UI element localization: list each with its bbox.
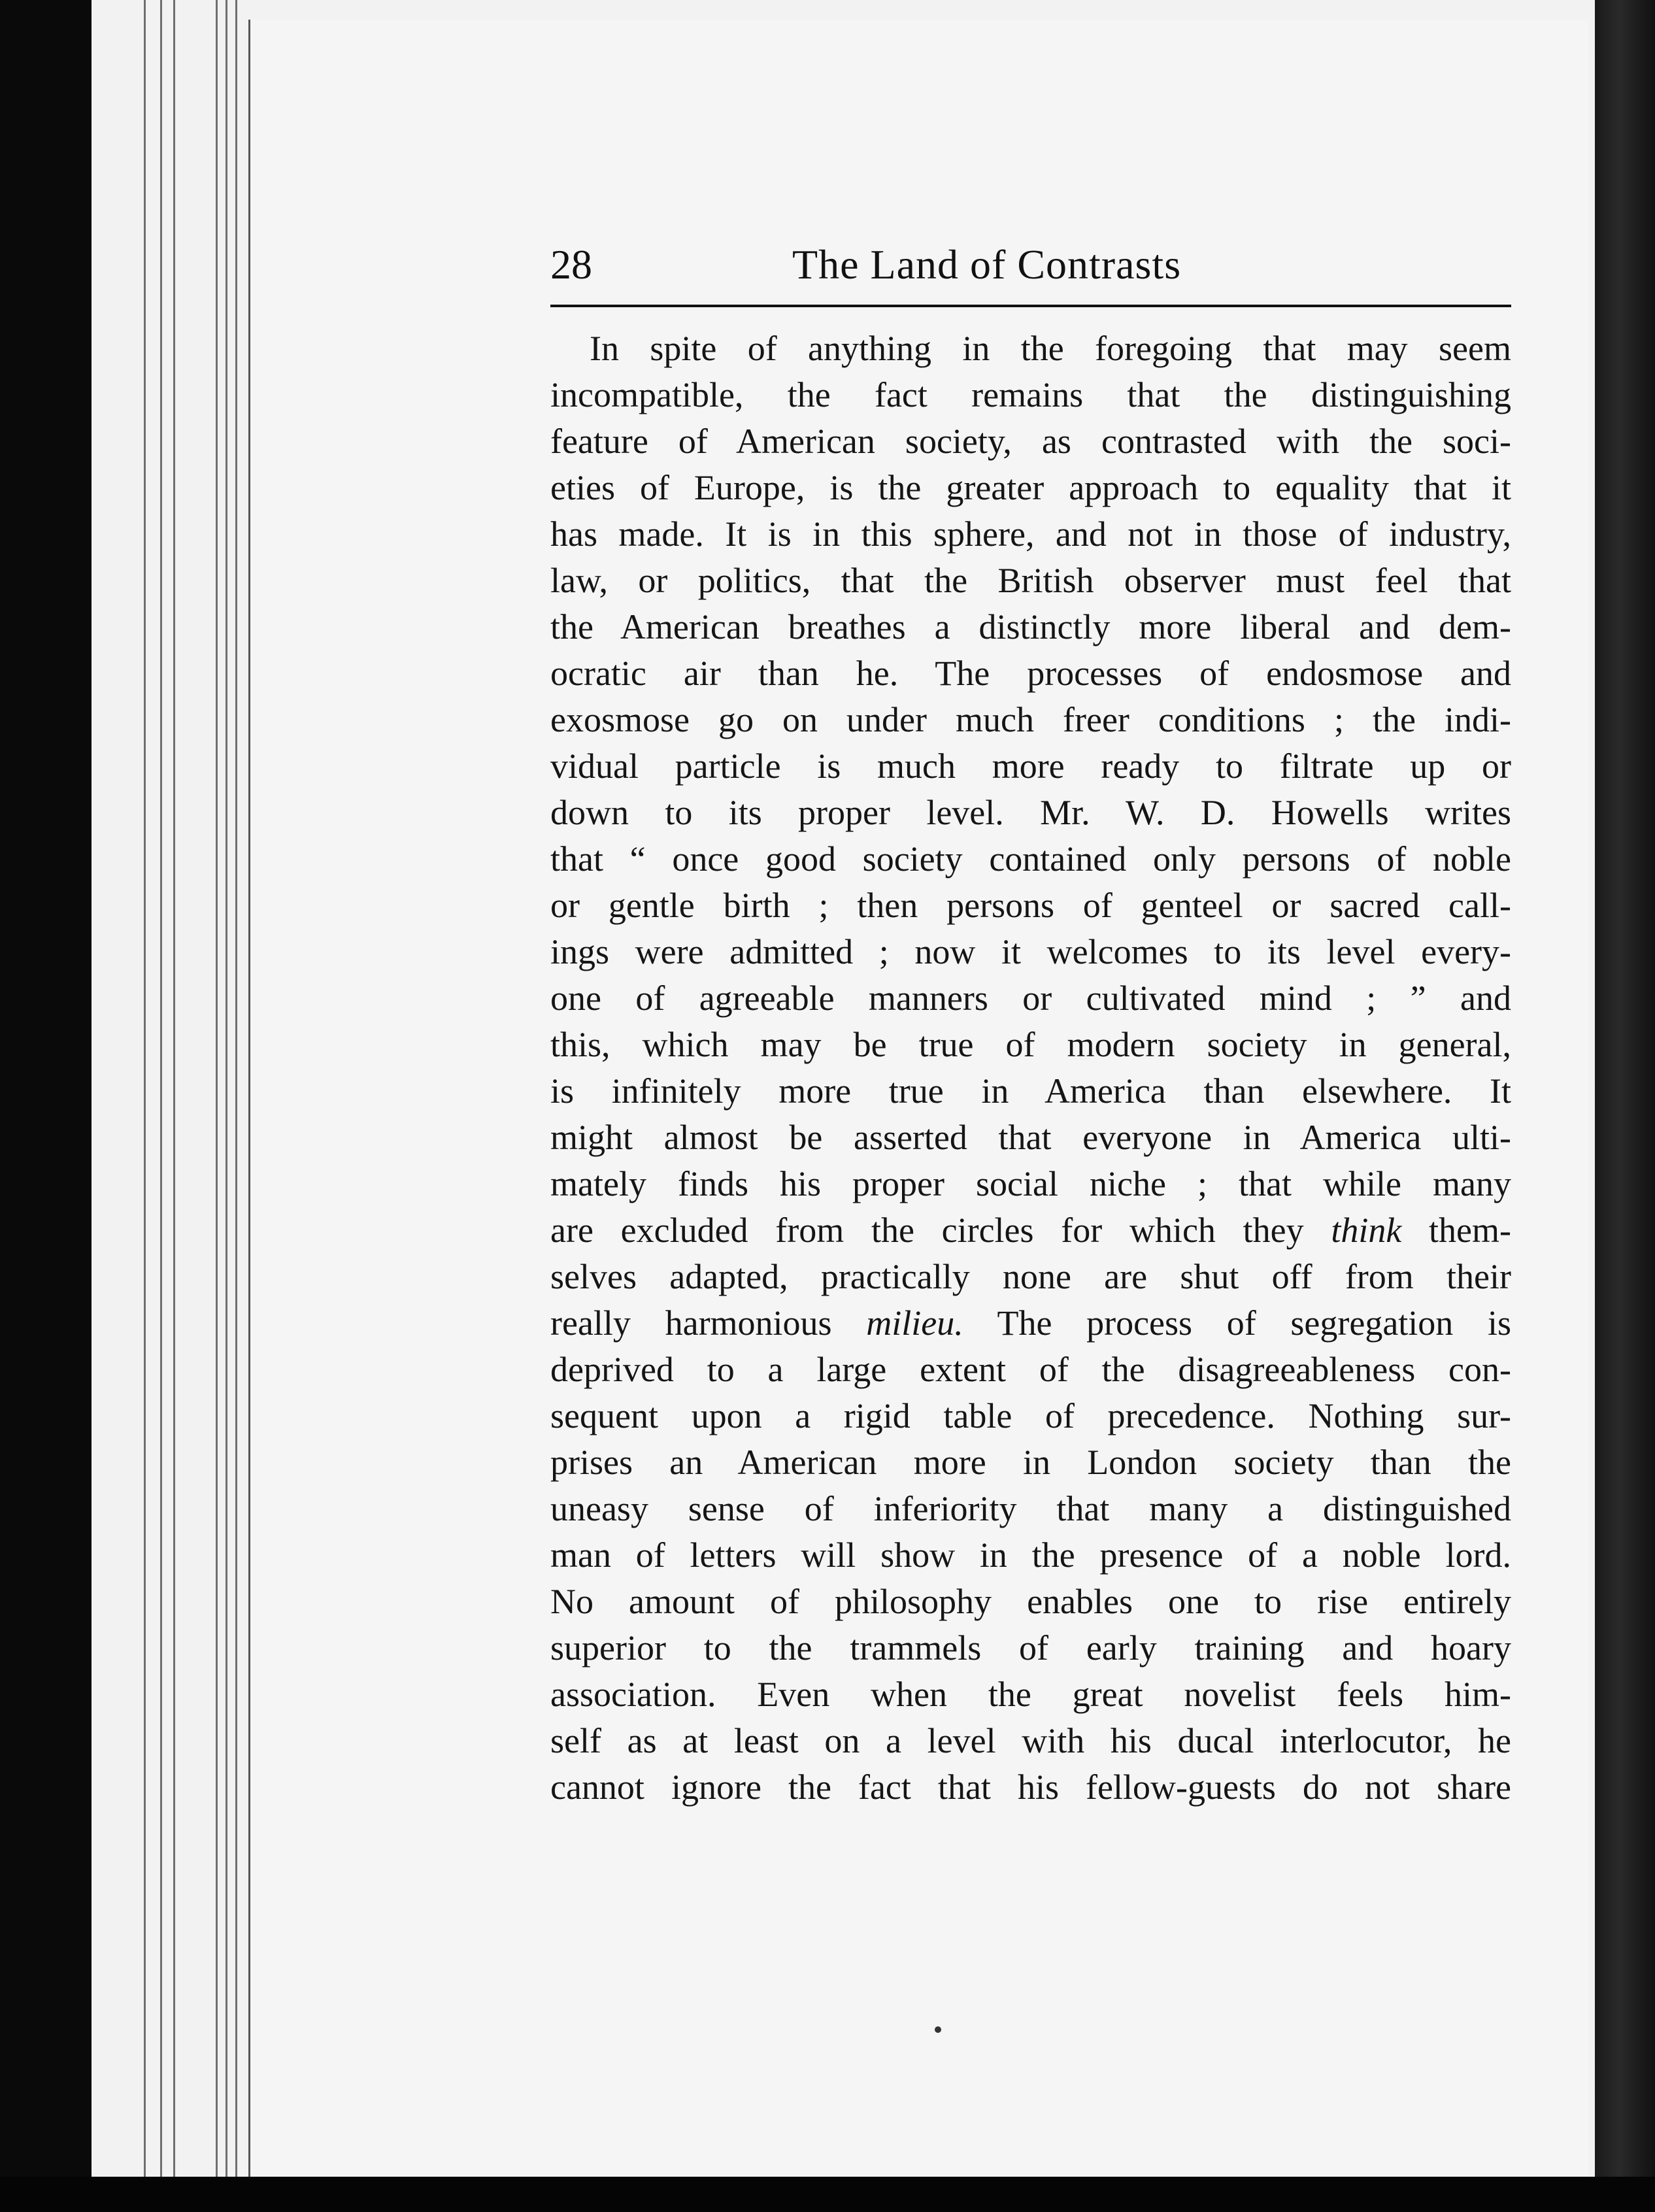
running-title: The Land of Contrasts [792, 241, 1182, 288]
scan-bottom-edge [0, 2177, 1655, 2212]
text-line: this, which may be true of modern society in general, [550, 1025, 1511, 1064]
text-line [550, 1300, 1511, 1347]
text-line: No amount of philosophy enables one to rise entirely [550, 1582, 1511, 1621]
italic-word: milieu. [866, 1303, 963, 1343]
page-edge-line [144, 0, 146, 2177]
page-edge-line [226, 0, 227, 2177]
page-number: 28 [550, 241, 592, 288]
text-line: vidual particle is much more ready to filtrate up or [550, 746, 1511, 786]
page-edge-line [216, 0, 218, 2177]
text-line: is infinitely more true in America than elsewhere. It [550, 1071, 1511, 1111]
text-line: that “ once good society contained only persons of noble [550, 839, 1511, 879]
text-line: or gentle birth ; then persons of genteel or sacred call- [550, 886, 1511, 925]
header-rule [550, 305, 1511, 307]
text-line: down to its proper level. Mr. W. D. Howells writes [550, 793, 1511, 832]
ink-speck [935, 2026, 941, 2033]
text-line [550, 1207, 1511, 1254]
text-line: the American breathes a distinctly more liberal and dem- [550, 607, 1511, 646]
page-edge-line [173, 0, 175, 2177]
page-edge-line [160, 0, 162, 2177]
text-line: law, or politics, that the British observer must feel that [550, 561, 1511, 600]
text-line: mately finds his proper social niche ; that while many [550, 1164, 1511, 1203]
text-line: exosmose go on under much freer conditions ; the indi- [550, 700, 1511, 739]
text-line: man of letters will show in the presence of a noble lord. [550, 1535, 1511, 1575]
text-line: In spite of anything in the foregoing that may seem [590, 329, 1511, 368]
page-edge-line [235, 0, 237, 2177]
text-line: might almost be asserted that everyone in America ulti- [550, 1118, 1511, 1157]
text-line: selves adapted, practically none are shut off from their [550, 1257, 1511, 1296]
book-cover-edge [1595, 0, 1655, 2212]
text-line: incompatible, the fact remains that the distinguishing [550, 375, 1511, 414]
text-line: has made. It is in this sphere, and not in those of industry, [550, 514, 1511, 554]
text-line: ings were admitted ; now it welcomes to its level every- [550, 932, 1511, 971]
text-line: eties of Europe, is the greater approach to equality that it [550, 468, 1511, 507]
text-line: uneasy sense of inferiority that many a distinguished [550, 1489, 1511, 1528]
body-text [550, 326, 1511, 1811]
italic-word: think [1331, 1211, 1402, 1250]
text-line: association. Even when the great novelist feels him- [550, 1675, 1511, 1714]
text-segment: really harmonious [550, 1303, 867, 1343]
text-line: ocratic air than he. The processes of endosmose and [550, 654, 1511, 693]
text-line: self as at least on a level with his ducal interlocutor, he [550, 1721, 1511, 1760]
text-line: superior to the trammels of early training and hoary [550, 1628, 1511, 1667]
text-line: sequent upon a rigid table of precedence. Nothing sur- [550, 1396, 1511, 1435]
text-line: one of agreeable manners or cultivated mind ; ” and [550, 979, 1511, 1018]
text-line: cannot ignore the fact that his fellow-guests do not share [550, 1768, 1511, 1807]
running-head [550, 235, 1511, 294]
text-line: feature of American society, as contrasted with the soci- [550, 422, 1511, 461]
text-line: deprived to a large extent of the disagreeableness con- [550, 1350, 1511, 1389]
text-segment: The process of segregation is [963, 1303, 1511, 1343]
text-segment: are excluded from the circles for which they [550, 1211, 1331, 1250]
text-line: prises an American more in London society than the [550, 1443, 1511, 1482]
text-segment: them- [1401, 1211, 1511, 1250]
